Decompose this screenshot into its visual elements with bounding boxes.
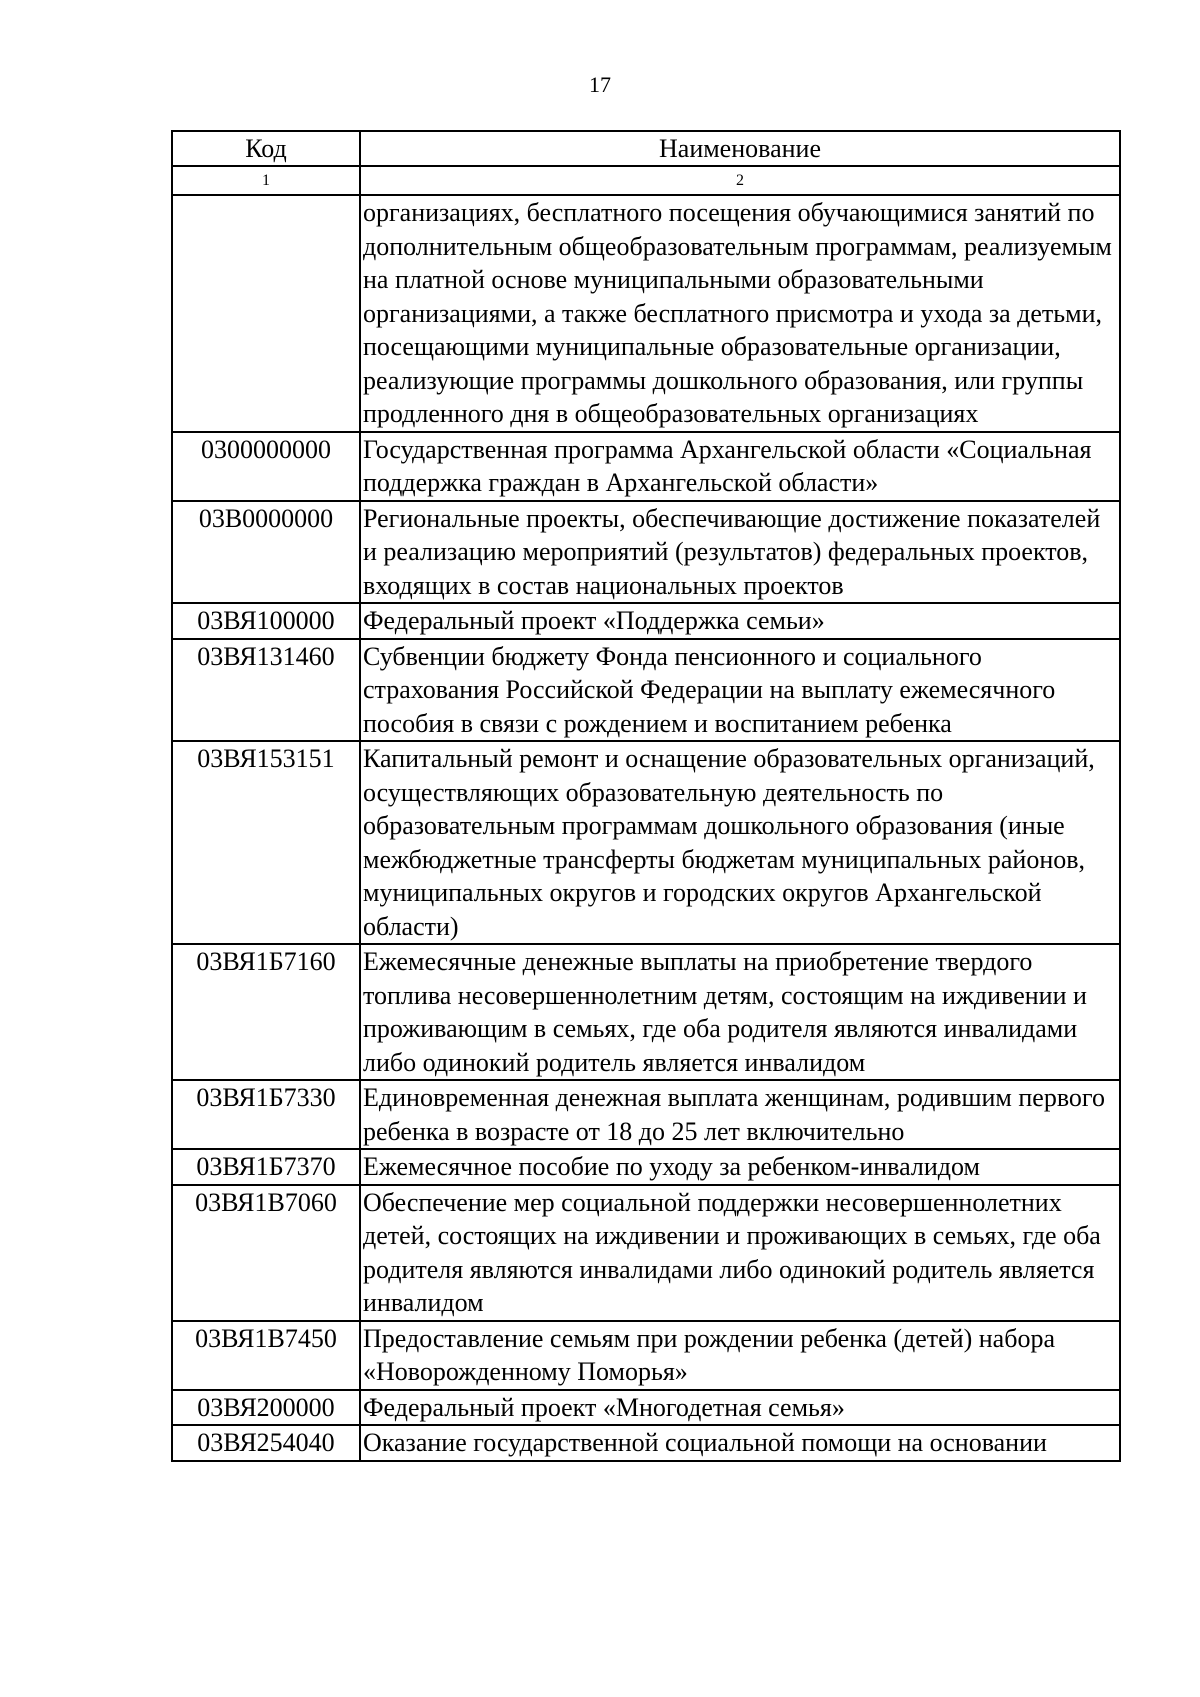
row-name: организациях, бесплатного посещения обучающимися занятий по дополнительным общеобразовательным программам, реализуемым на платной основе муниципальными образовательными организациями, а также бесплатного присмотра и ухода за детьми, посещающими муниципальные образовательные организации, реализующие программы дошкольного образования, или группы продленного дня в общеобразовательных организациях	[360, 195, 1120, 432]
table-row	[172, 195, 1120, 432]
row-code: 03ВЯ100000	[172, 603, 360, 639]
table-row	[172, 944, 1120, 1080]
row-name: Капитальный ремонт и оснащение образовательных организаций, осуществляющих образовательную деятельность по образовательным программам дошкольного образования (иные межбюджетные трансферты бюджетам муниципальных районов, муниципальных округов и городских округов Архангельской области)	[360, 741, 1120, 944]
row-name: Федеральный проект «Многодетная семья»	[360, 1390, 1120, 1426]
row-name: Единовременная денежная выплата женщинам, родившим первого ребенка в возрасте от 18 до 25 лет включительно	[360, 1080, 1120, 1149]
row-name: Региональные проекты, обеспечивающие достижение показателей и реализацию мероприятий (результатов) федеральных проектов, входящих в состав национальных проектов	[360, 501, 1120, 604]
row-name: Ежемесячные денежные выплаты на приобретение твердого топлива несовершеннолетним детям, состоящим на иждивении и проживающим в семьях, где оба родителя являются инвалидами либо одинокий родитель является инвалидом	[360, 944, 1120, 1080]
row-code	[172, 195, 360, 432]
page-number: 17	[589, 72, 611, 97]
row-name: Государственная программа Архангельской области «Социальная поддержка граждан в Архангельской области»	[360, 432, 1120, 501]
table-header-row	[172, 131, 1120, 166]
column-number-code: 1	[172, 166, 360, 195]
table-row	[172, 1425, 1120, 1461]
header-name: Наименование	[360, 131, 1120, 166]
row-code: 03ВЯ1Б7160	[172, 944, 360, 1080]
table-row	[172, 603, 1120, 639]
row-code: 03ВЯ1В7450	[172, 1321, 360, 1390]
row-name: Ежемесячное пособие по уходу за ребенком-инвалидом	[360, 1149, 1120, 1185]
row-name: Субвенции бюджету Фонда пенсионного и социального страхования Российской Федерации на выплату ежемесячного пособия в связи с рождением и воспитанием ребенка	[360, 639, 1120, 742]
table-row	[172, 1149, 1120, 1185]
table-row	[172, 639, 1120, 742]
table-row	[172, 501, 1120, 604]
column-number-row	[172, 166, 1120, 195]
row-code: 03ВЯ1В7060	[172, 1185, 360, 1321]
budget-code-table	[171, 130, 1121, 1462]
row-code: 0300000000	[172, 432, 360, 501]
table-row	[172, 1390, 1120, 1426]
table-row	[172, 1080, 1120, 1149]
row-name: Федеральный проект «Поддержка семьи»	[360, 603, 1120, 639]
table-row	[172, 1185, 1120, 1321]
row-code: 03ВЯ254040	[172, 1425, 360, 1461]
row-code: 03ВЯ153151	[172, 741, 360, 944]
row-name: Предоставление семьям при рождении ребенка (детей) набора «Новорожденному Поморья»	[360, 1321, 1120, 1390]
header-code: Код	[172, 131, 360, 166]
row-code: 03ВЯ131460	[172, 639, 360, 742]
row-name: Оказание государственной социальной помощи на основании	[360, 1425, 1120, 1461]
table-row	[172, 432, 1120, 501]
row-code: 03ВЯ200000	[172, 1390, 360, 1426]
table-row	[172, 741, 1120, 944]
row-code: 03ВЯ1Б7330	[172, 1080, 360, 1149]
row-code: 03ВЯ1Б7370	[172, 1149, 360, 1185]
row-name: Обеспечение мер социальной поддержки несовершеннолетних детей, состоящих на иждивении и проживающих в семьях, где оба родителя являются инвалидами либо одинокий родитель является инвалидом	[360, 1185, 1120, 1321]
column-number-name: 2	[360, 166, 1120, 195]
table-row	[172, 1321, 1120, 1390]
row-code: 03В0000000	[172, 501, 360, 604]
